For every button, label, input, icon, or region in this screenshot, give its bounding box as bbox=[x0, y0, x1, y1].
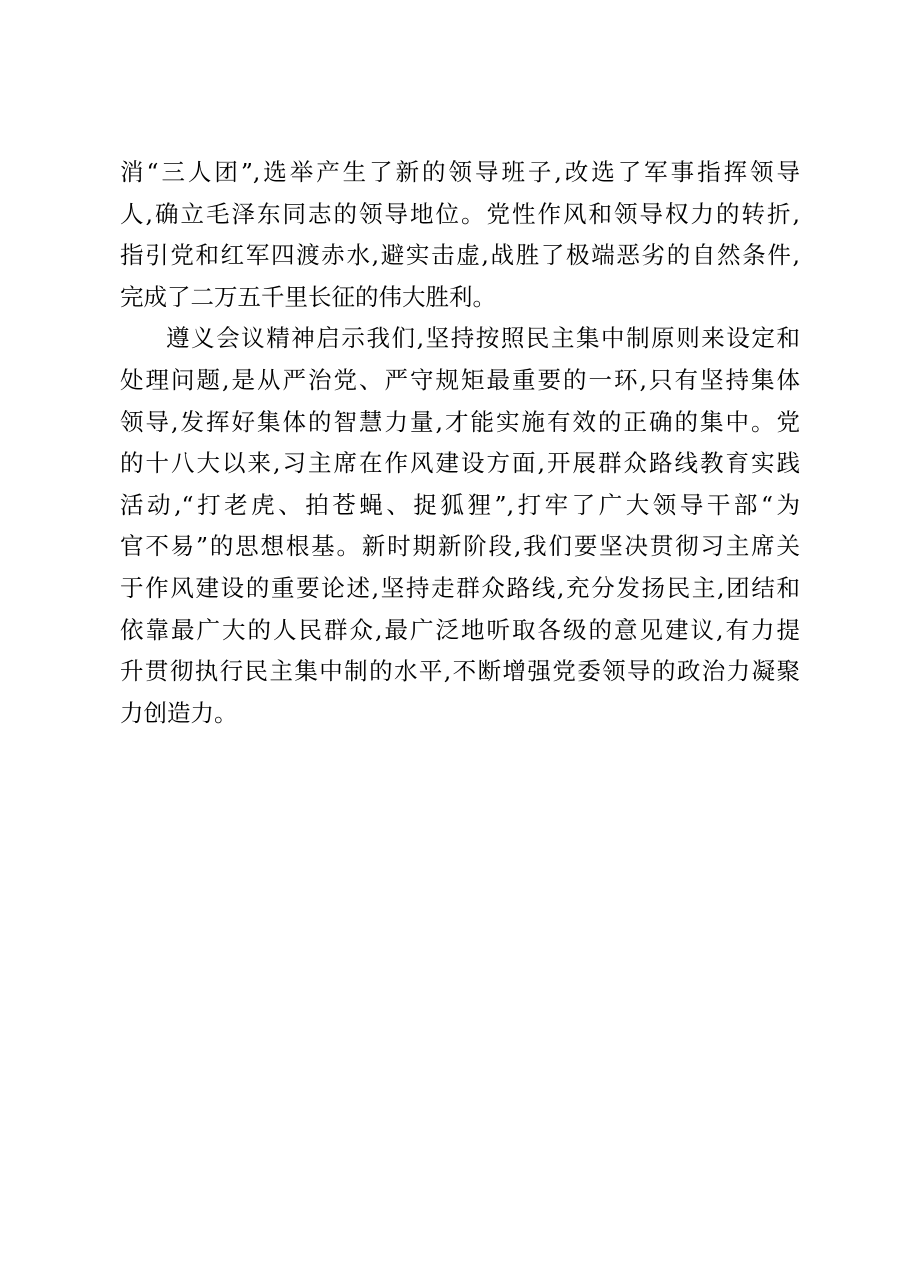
paragraph-2-line-10: 力创造力。 bbox=[120, 698, 238, 727]
paragraph-1 bbox=[120, 152, 800, 318]
paragraph-1-line-3: 指引党和红军四渡赤水,避实击虚,战胜了极端恶劣的自然条件, bbox=[120, 241, 800, 270]
paragraph-2-line-1: 遵义会议精神启示我们,坚持按照民主集中制原则来设定和 bbox=[166, 324, 800, 353]
paragraph-1-line-2: 人,确立毛泽东同志的领导地位。党性作风和领导权力的转折, bbox=[120, 199, 800, 228]
paragraph-2-line-6: 官不易”的思想根基。新时期新阶段,我们要坚决贯彻习主席关 bbox=[120, 532, 800, 561]
paragraph-2-line-3: 领导,发挥好集体的智慧力量,才能实施有效的正确的集中。党 bbox=[120, 407, 800, 436]
paragraph-1-line-1: 消“三人团”,选举产生了新的领导班子,改选了军事指挥领导 bbox=[120, 158, 800, 186]
paragraph-2-line-4: 的十八大以来,习主席在作风建设方面,开展群众路线教育实践 bbox=[120, 449, 800, 478]
document-body bbox=[120, 152, 800, 734]
paragraph-2-line-9: 升贯彻执行民主集中制的水平,不断增强党委领导的政治力凝聚 bbox=[120, 657, 800, 686]
paragraph-2-line-7: 于作风建设的重要论述,坚持走群众路线,充分发扬民主,团结和 bbox=[120, 573, 800, 602]
paragraph-1-line-4: 完成了二万五千里长征的伟大胜利。 bbox=[120, 282, 496, 311]
paragraph-2-line-5: 活动,“打老虎、拍苍蝇、捉狐狸”,打牢了广大领导干部“为 bbox=[120, 490, 800, 519]
paragraph-2-line-2: 处理问题,是从严治党、严守规矩最重要的一环,只有坚持集体 bbox=[120, 365, 800, 394]
paragraph-2 bbox=[120, 318, 800, 734]
paragraph-2-line-8: 依靠最广大的人民群众,最广泛地听取各级的意见建议,有力提 bbox=[120, 615, 800, 644]
